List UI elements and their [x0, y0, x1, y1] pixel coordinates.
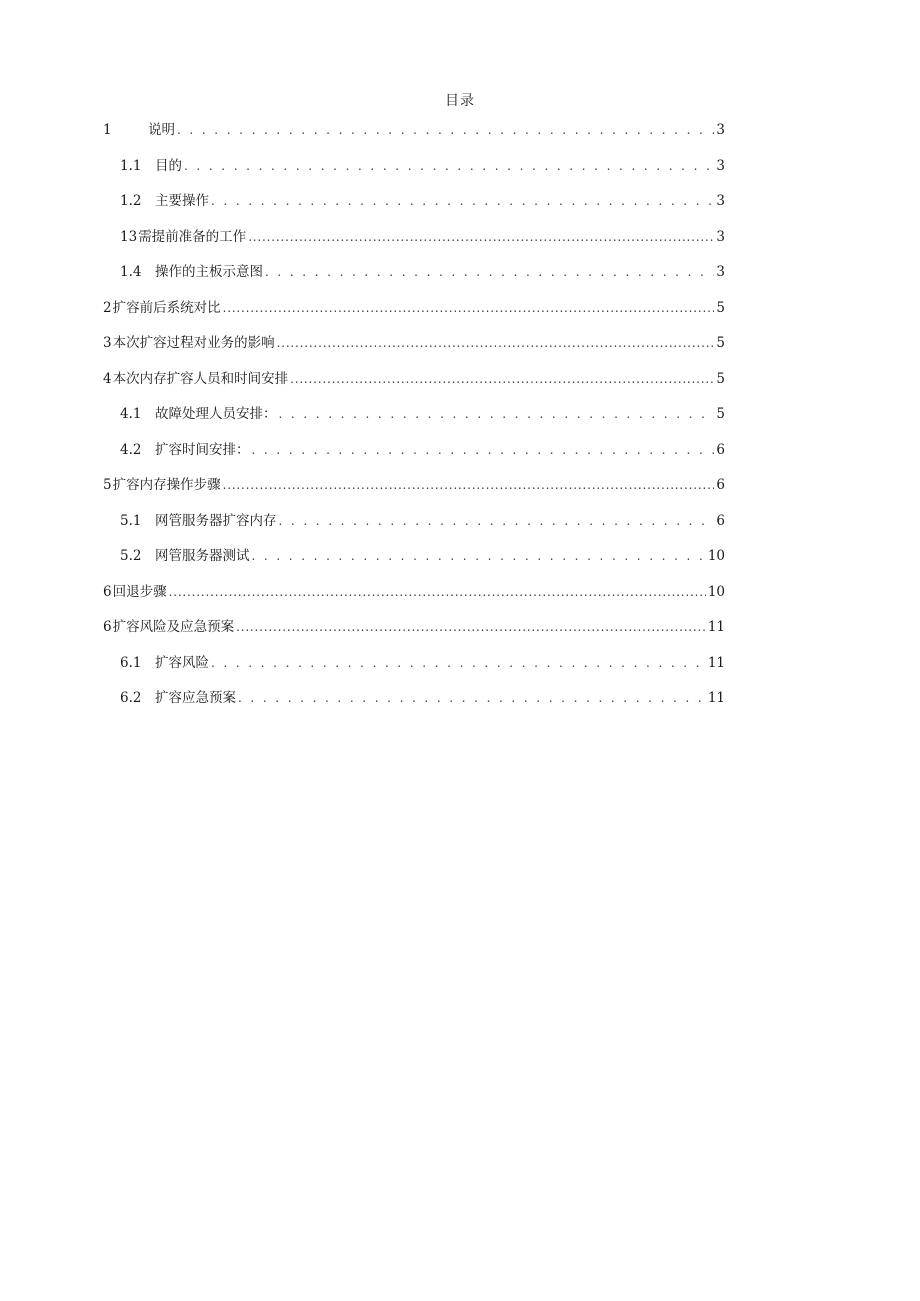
toc-dot-leader	[211, 194, 714, 208]
toc-dot-leader	[236, 620, 706, 634]
toc-entry-page-number: 11	[707, 654, 725, 671]
toc-entry[interactable]	[103, 154, 725, 190]
toc-entry[interactable]	[103, 580, 725, 616]
toc-dot-leader	[238, 691, 706, 705]
toc-entry-number: 6.1	[120, 654, 142, 671]
toc-entry-title: 网管服务器测试	[155, 548, 250, 564]
toc-entry-title: 本次内存扩容人员和时间安排	[112, 370, 289, 387]
toc-entry-number: 5	[103, 477, 112, 493]
toc-dot-leader	[211, 656, 706, 670]
toc-dot-leader	[265, 265, 714, 279]
toc-entry-page-number: 10	[707, 583, 725, 600]
toc-entry-title: 说明	[148, 122, 175, 138]
toc-entry-number: 6	[103, 583, 112, 600]
toc-entry-title: 目的	[155, 157, 182, 174]
toc-entry-page-number: 10	[707, 548, 725, 564]
toc-entry-page-number: 11	[707, 619, 725, 635]
toc-entry[interactable]	[103, 686, 725, 722]
toc-entry-page-number: 5	[716, 335, 725, 351]
toc-entry-number: 1.2	[120, 193, 142, 209]
toc-dot-leader	[290, 372, 714, 386]
toc-entry-number: 6	[103, 619, 112, 635]
toc-entry-title: 扩容时间安排：	[155, 441, 250, 458]
toc-entry-page-number: 5	[716, 370, 725, 387]
toc-entry[interactable]	[103, 509, 725, 545]
toc-entry-page-number: 3	[716, 122, 725, 138]
toc-entry-number: 5.1	[120, 512, 142, 529]
toc-entry-page-number: 6	[716, 441, 725, 458]
toc-entry-title: 扩容内存操作步骤	[112, 477, 221, 493]
toc-entry-title: 操作的主板示意图	[155, 264, 263, 280]
toc-entry-page-number: 11	[707, 690, 725, 706]
toc-entry-page-number: 3	[716, 228, 725, 245]
toc-entry[interactable]	[103, 473, 725, 509]
toc-dot-leader	[223, 301, 715, 315]
toc-dot-leader	[277, 336, 715, 350]
toc-entry[interactable]	[103, 225, 725, 261]
toc-entry-number: 13	[120, 228, 138, 245]
toc-dot-leader	[184, 159, 714, 173]
toc-entry-number: 2	[103, 299, 112, 316]
toc-entry-number: 1.4	[120, 264, 142, 280]
toc-entry-number: 3	[103, 335, 112, 351]
toc-entry[interactable]	[103, 367, 725, 403]
toc-entry-number: 4.2	[120, 441, 142, 458]
toc-entry-number: 4.1	[120, 406, 142, 422]
toc-dot-leader	[279, 407, 715, 421]
toc-entry-page-number: 6	[716, 512, 725, 529]
toc-entry-title: 回退步骤	[112, 583, 167, 600]
toc-entry-title: 需提前准备的工作	[138, 228, 247, 245]
toc-entry[interactable]	[103, 260, 725, 296]
toc-entry-number: 6.2	[120, 690, 142, 706]
toc-entry-page-number: 3	[716, 264, 725, 280]
toc-entry-title: 扩容风险及应急预案	[112, 619, 235, 635]
toc-entry-page-number: 3	[716, 157, 725, 174]
toc-title: 目录	[445, 93, 475, 109]
toc-entry[interactable]	[103, 438, 725, 474]
toc-entry[interactable]	[103, 544, 725, 580]
toc-dot-leader	[248, 230, 714, 244]
toc-dot-leader	[177, 123, 714, 137]
toc-entry-page-number: 5	[716, 406, 725, 422]
toc-entry[interactable]	[103, 402, 725, 438]
toc-entry-title: 扩容风险	[155, 654, 209, 671]
toc-entry-number: 4	[103, 370, 112, 387]
toc-entry-title: 网管服务器扩容内存	[155, 512, 277, 529]
toc-entry-title: 扩容前后系统对比	[112, 299, 221, 316]
toc-dot-leader	[223, 478, 715, 492]
toc-entry-number: 1	[103, 122, 112, 138]
toc-dot-leader	[169, 585, 706, 599]
toc-dot-leader	[279, 514, 715, 528]
toc-dot-leader	[252, 443, 715, 457]
toc-entry-number: 5.2	[120, 548, 142, 564]
toc-entry[interactable]	[103, 615, 725, 651]
toc-entry[interactable]	[103, 189, 725, 225]
toc-entry-title: 主要操作	[155, 193, 209, 209]
table-of-contents	[103, 118, 725, 722]
toc-dot-leader	[252, 549, 706, 563]
toc-entry-page-number: 6	[716, 477, 725, 493]
toc-entry-page-number: 3	[716, 193, 725, 209]
toc-entry-number: 1.1	[120, 157, 142, 174]
toc-entry[interactable]	[103, 651, 725, 687]
toc-entry[interactable]	[103, 296, 725, 332]
toc-entry[interactable]	[103, 331, 725, 367]
toc-entry-title: 扩容应急预案	[155, 690, 236, 706]
toc-entry[interactable]	[103, 118, 725, 154]
toc-entry-title: 本次扩容过程对业务的影响	[112, 335, 275, 351]
toc-entry-title: 故障处理人员安排：	[155, 406, 277, 422]
toc-entry-page-number: 5	[716, 299, 725, 316]
